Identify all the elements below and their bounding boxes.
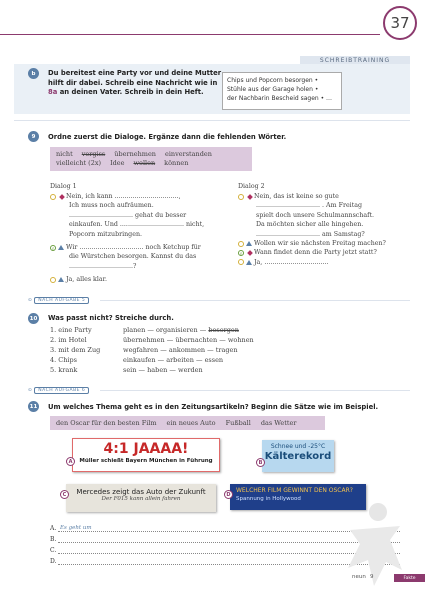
task-11-instruction: Um welches Thema geht es in den Zeitungsartikeln? Beginn die Sätze wie im Beispiel. — [48, 403, 379, 411]
footer-word: neun — [352, 574, 366, 580]
section-label: SCHREIBTRAINING — [300, 56, 410, 65]
divider — [100, 300, 410, 301]
label-a: A — [66, 457, 75, 466]
dialog-1-title: Dialog 1 — [50, 183, 77, 190]
page-number: 37 — [383, 6, 417, 40]
article-c: Mercedes zeigt das Auto der Zukunft Der F015 kann allein fahren — [66, 484, 216, 512]
arrow-down-icon: ⊙ — [28, 388, 33, 393]
task-9-number: 9 — [28, 131, 39, 142]
diamond-icon — [247, 194, 253, 200]
dialog-2: Nein, das ist keine so gute ................................ . Am Freitag spielt doch unsere Schulmannschaft. Da möchten sicher alle hingehen. ................................ am Samstag? Wollen wir sie nächsten Freitag machen? f Wann findet denn die Party jetzt statt? Ja, ................................ — [238, 192, 413, 267]
task-9-word-box: nicht vergiss übernehmen einverstanden vielleicht (2x) Idee wollen können — [50, 147, 252, 171]
task-10-number: 10 — [28, 313, 39, 324]
dialog-1: Nein, ich kann ................................, Ich muss noch aufräumen. ................................ gehat du besser einkaufen. Und ................................ nicht, Popcorn mitzubringen. f Wir ................................ noch Ketchup für die Würstchen besorgen. Kannst du das ................................? Ja, alles klar. — [50, 192, 230, 285]
triangle-icon — [246, 241, 252, 246]
task-b-note-card: Chips und Popcorn besorgen • Stühle aus der Garage holen • der Nachbarin Bescheid sagen • … — [222, 72, 342, 110]
answer-circle[interactable] — [238, 194, 244, 200]
footer-number: 9 — [370, 574, 374, 580]
task-10-list: 1. eine Party planen — organisieren — besorgen 2. im Hotel übernehmen — übernachten — wohnen 3. mit dem Zug wegfahren — ankommen — tragen 4. Chips einkaufen — arbeiten — essen 5. krank sein — haben — werden — [50, 326, 254, 374]
task-9-instruction: Ordne zuerst die Dialoge. Ergänze dann die fehlenden Wörter. — [48, 133, 287, 141]
example-answer-circle: f — [238, 250, 244, 256]
dialog-2-title: Dialog 2 — [238, 183, 265, 190]
divider — [14, 120, 410, 121]
answer-line-a[interactable]: Es geht um — [58, 523, 400, 532]
answer-circle[interactable] — [238, 241, 244, 247]
answer-circle[interactable] — [238, 259, 244, 265]
triangle-icon — [58, 277, 64, 282]
section-marker-5: ⊙ NACH AUFGABE 5 — [28, 297, 89, 304]
answer-lines: A. Es geht um B. C. D. — [50, 521, 400, 565]
diamond-icon — [247, 250, 253, 256]
task-b-instruction: Du bereitest eine Party vor und deine Mutter hilft dir dabei. Schreib eine Nachricht wie in 8a an deinen Vater. Schreib in dein Heft. — [48, 69, 222, 96]
article-b: Schnee und -25°C Kälterekord — [262, 440, 334, 472]
arrow-down-icon: ⊙ — [28, 298, 33, 303]
label-b: B — [256, 458, 265, 467]
task-b-number: b — [28, 68, 39, 79]
section-marker-6: ⊙ NACH AUFGABE 6 — [28, 387, 89, 394]
diamond-icon — [59, 194, 65, 200]
article-a: 4:1 JAAAA! Müller schießt Bayern München in Führung — [72, 438, 220, 472]
label-c: C — [60, 490, 69, 499]
article-d: WELCHER FILM GEWINNT DEN OSCAR? Spannung in Hollywood — [230, 484, 366, 510]
footer-tab: Fakte — [394, 574, 425, 582]
triangle-icon — [58, 245, 64, 250]
divider — [100, 390, 410, 391]
answer-circle[interactable] — [50, 277, 56, 283]
task-11-number: 11 — [28, 401, 39, 412]
task-11-topic-box: den Oscar für den besten Film ein neues Auto Fußball das Wetter — [50, 416, 325, 430]
task-10-instruction: Was passt nicht? Streiche durch. — [48, 314, 174, 322]
answer-circle[interactable] — [50, 194, 56, 200]
example-answer-circle: f — [50, 245, 56, 251]
label-d: D — [224, 490, 233, 499]
header-rule — [0, 34, 380, 35]
triangle-icon — [246, 260, 252, 265]
